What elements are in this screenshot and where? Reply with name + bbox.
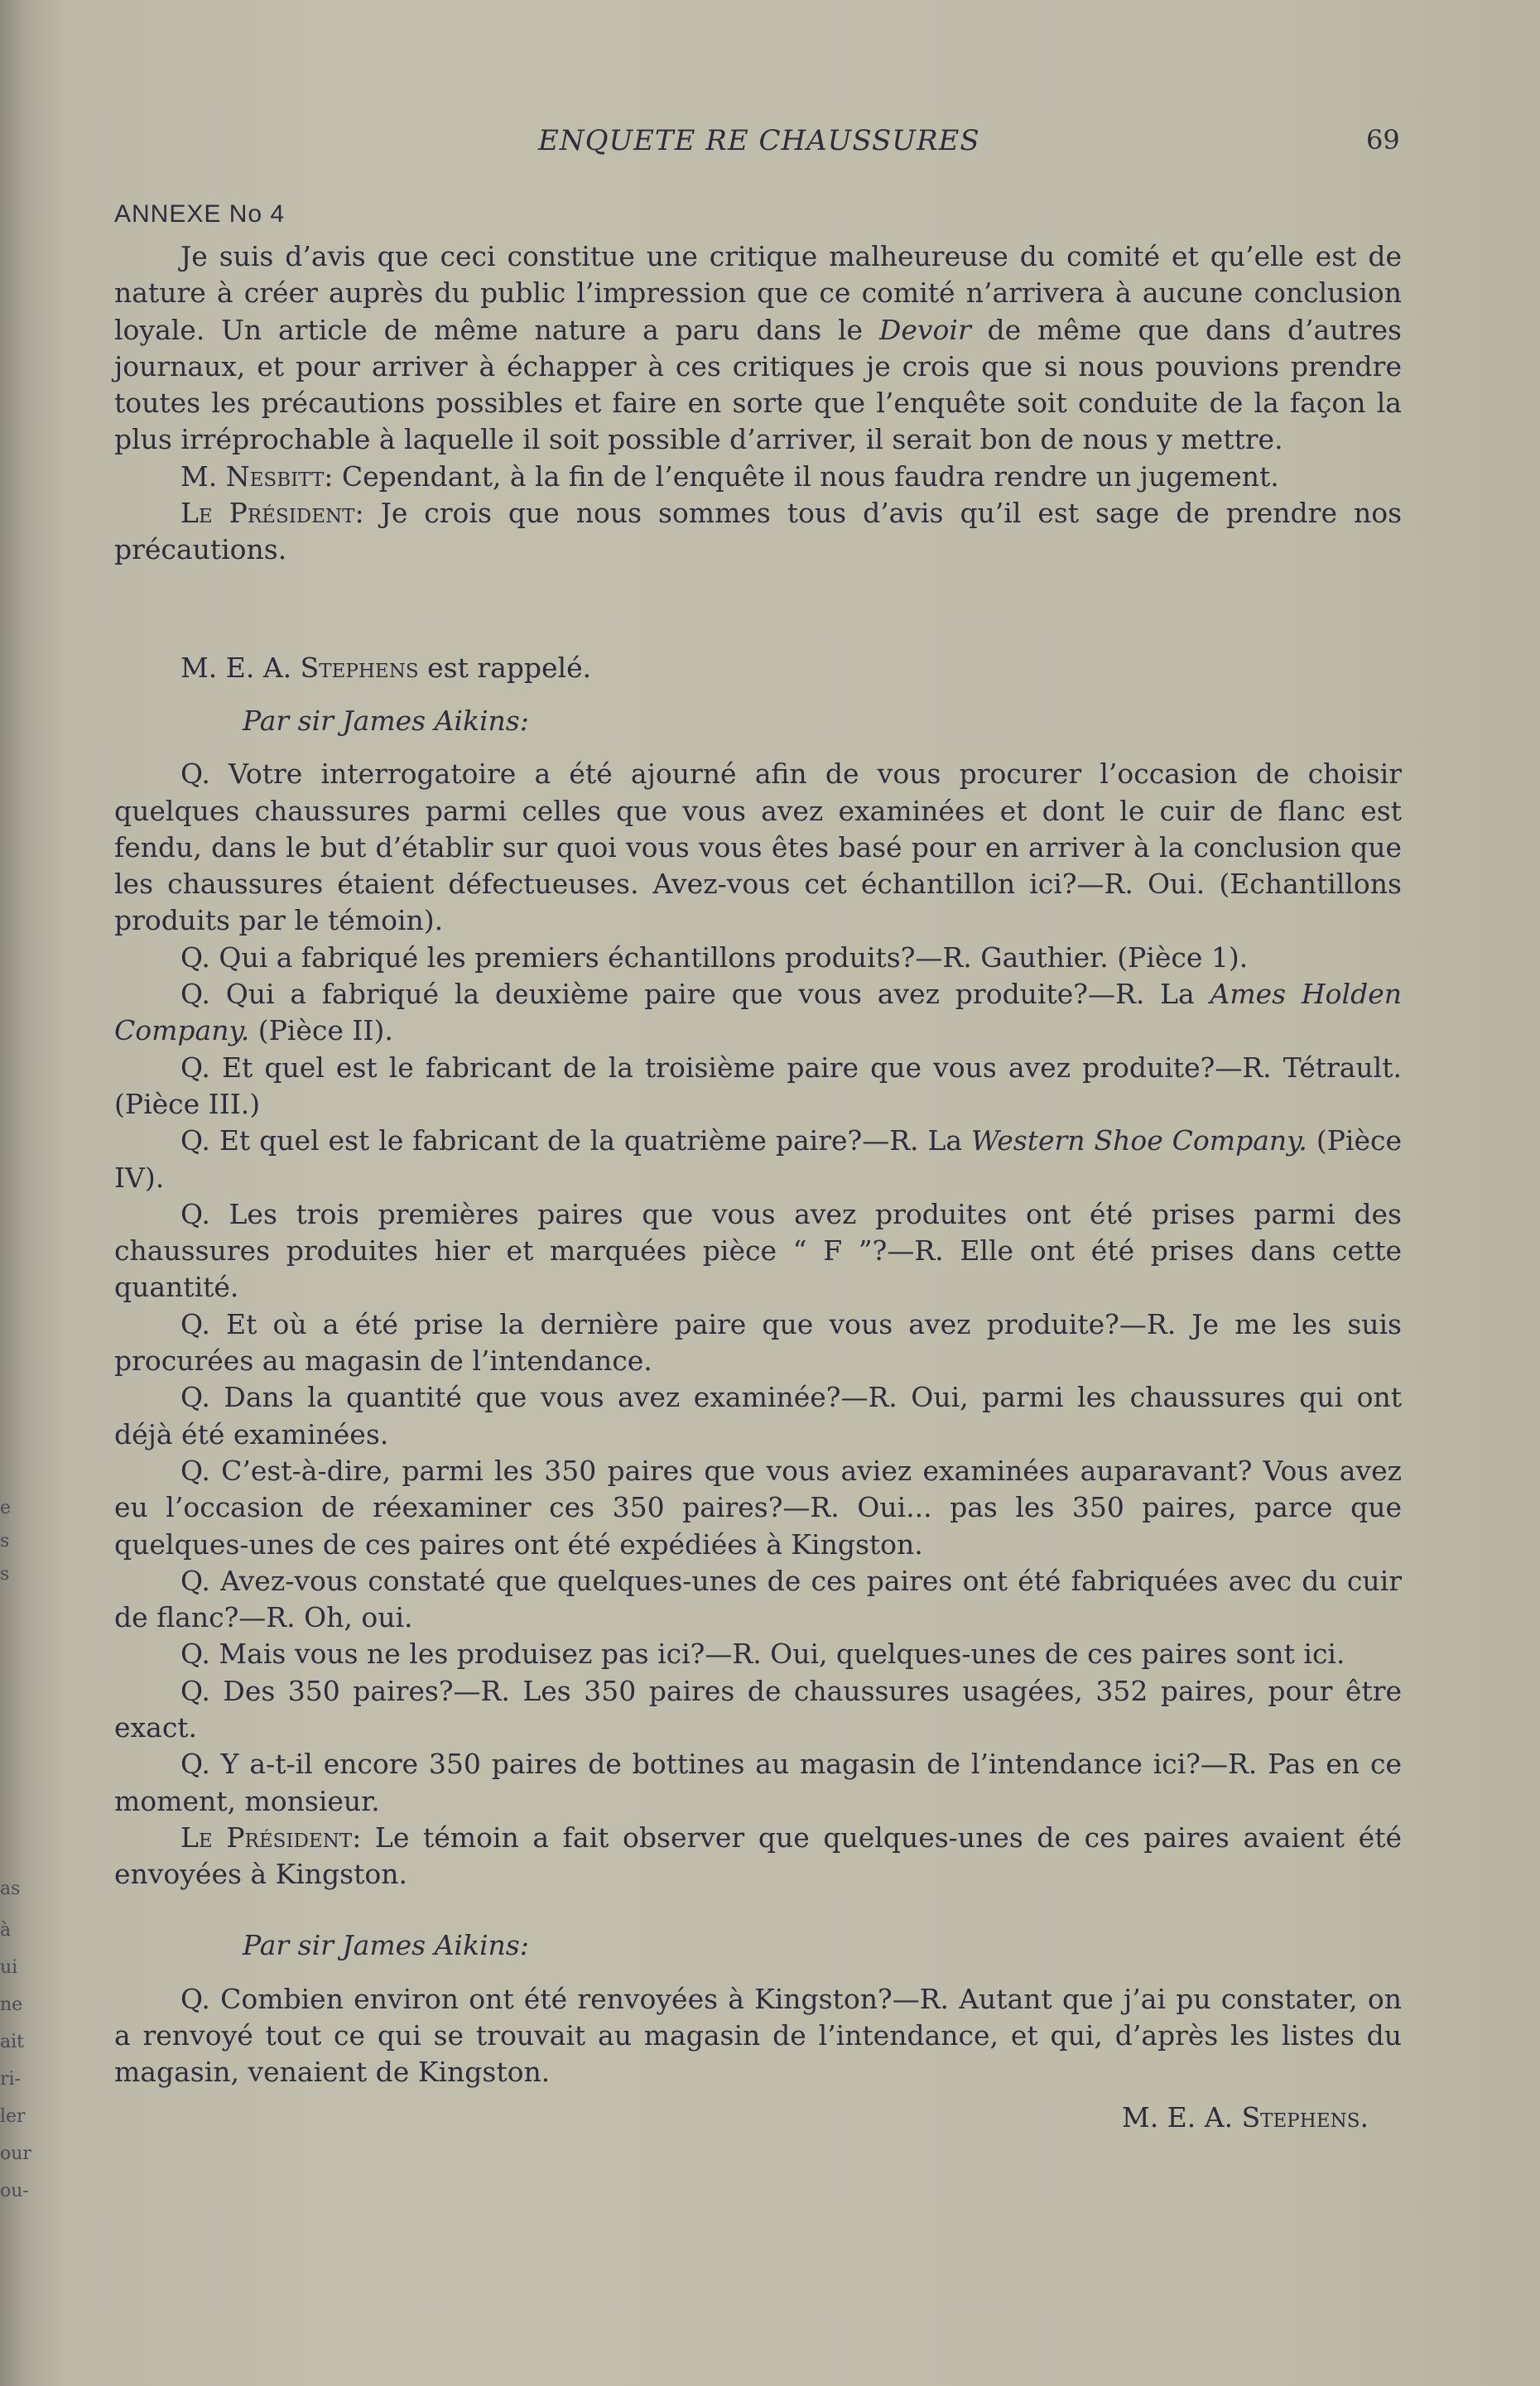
gutter-fragment: as [0,1878,21,1899]
speaker-name: Le Président [180,497,355,530]
qa-paragraph: Q. C’est-à-dire, parmi les 350 paires que vous aviez examinées auparavant? Vous avez eu l’occasion de réexaminer ces 350 paires?—R. Oui... pas les 350 paires, parce que quelques-unes de ces paires ont été expédiées à Kingston. [114,1454,1402,1561]
witness-recalled: M. E. A. Stephens est rappelé. [180,651,592,684]
running-title: ENQUETE RE CHAUSSURES [538,124,980,157]
gutter-fragment: ne [0,1994,23,2015]
gutter-fragment: ri- [0,2069,21,2090]
gutter-fragment: our [0,2143,31,2164]
gutter-fragment: ler [0,2106,26,2127]
qa-paragraph: Q. Les trois premières paires que vous avez produites ont été prises parmi des chaussures produites hier et marquées pièce “ F ”?—R. Elle ont été prises dans cette quantité. [114,1197,1402,1304]
annex-label: ANNEXE No 4 [114,200,286,228]
gutter-fragment: s [0,1531,10,1551]
signature-name: Stephens. [1241,2100,1369,2133]
gutter-fragment: e [0,1498,12,1518]
paragraph: Le Président: Le témoin a fait observer que quelques-unes de ces paires avaient été envoyées à Kingston. [114,1821,1403,1891]
paragraph [114,459,1402,495]
gutter-fragment: à [0,1920,12,1941]
gutter-fragment: ait [0,2032,24,2052]
qa-paragraph: Q. Dans la quantité que vous avez examinée?—R. Oui, parmi les chaussures qui ont déjà été examinées. [114,1381,1402,1450]
page-number: 69 [1366,124,1400,156]
qa-paragraph: Q. Des 350 paires?—R. Les 350 paires de chaussures usagées, 352 paires, pour être exact. [114,1674,1402,1744]
qa-paragraph: Q. Y a-t-il encore 350 paires de bottines au magasin de l’intendance ici?—R. Pas en ce moment, monsieur. [114,1748,1402,1817]
newspaper-title: Devoir [878,313,971,346]
document-body [114,238,1402,2136]
paragraph-text: de même que dans d’autres journaux, et pour arriver à échapper à ces critiques je crois que si nous pouvions prendre toutes les précautions possibles et faire en sorte que l’enquête soit conduite de la façon la plus irréprochable à laquelle il soit possible d’arriver, il serait bon de nous y mettre. [114,313,1402,456]
page-header [0,124,1540,174]
company-name: Ames Holden Company. [114,978,1402,1047]
witness-name: Stephens [300,651,419,684]
gutter-fragment: ui [0,1957,18,1978]
paragraph-text: : Cependant, à la fin de l’enquête il nous faudra rendre un jugement. [324,459,1279,493]
examiner-heading: Par sir James Aikins: [243,1929,529,1962]
qa-paragraph: Q. Combien environ ont été renvoyées à Kingston?—R. Autant que j’ai pu constater, on a renvoyé tout ce qui se trouvait au magasin de l’intendance, et qui, d’après les listes du magasin, venaient de Kingston. [114,1982,1402,2089]
speaker-name: Le Président [180,1821,353,1854]
qa-paragraph: Q. Mais vous ne les produisez pas ici?—R. Oui, quelques-unes de ces paires sont ici. [180,1638,1345,1671]
gutter-fragment: s [0,1564,10,1585]
qa-paragraph: Q. Qui a fabriqué les premiers échantillons produits?—R. Gauthier. (Pièce 1). [180,940,1249,974]
paragraph-text: Je suis d’avis que ceci constitue une critique malheureuse du comité et qu’elle est de nature à créer auprès du public l’impression que ce comité n’arrivera à aucune conclusion loyale. Un article de même nature a paru dans le [114,240,1402,346]
paragraph-text: : Je crois que nous sommes tous d’avis qu’il est sage de prendre nos précautions. [114,497,1403,566]
qa-paragraph: Q. Avez-vous constaté que quelques-unes de ces paires ont été fabriquées avec du cuir de flanc?—R. Oh, oui. [114,1564,1402,1634]
qa-paragraph: Q. Et quel est le fabricant de la quatrième paire?—R. La Western Shoe Company. (Pièce IV). [114,1124,1402,1194]
paragraph [114,238,1402,459]
signature: M. E. A. Stephens. [1121,2100,1369,2133]
qa-paragraph: Q. Qui a fabriqué la deuxième paire que vous avez produite?—R. La Ames Holden Company. (Pièce II). [114,978,1402,1047]
speaker-name: M. Nesbitt [180,459,325,493]
qa-paragraph: Q. Votre interrogatoire a été ajourné afin de vous procurer l’occasion de choisir quelques chaussures parmi celles que vous avez examinées et dont le cuir de flanc est fendu, dans le but d’établir sur quoi vous vous êtes basé pour en arriver à la conclusion que les chaussures étaient défectueuses. Avez-vous cet échantillon ici?—R. Oui. (Echantillons produits par le témoin). [114,758,1402,937]
qa-paragraph: Q. Et où a été prise la dernière paire que vous avez produite?—R. Je me les suis procurées au magasin de l’intendance. [114,1307,1402,1378]
qa-paragraph: Q. Et quel est le fabricant de la troisième paire que vous avez produite?—R. Tétrault. (Pièce III.) [114,1051,1402,1120]
gutter-fragment: ou- [0,2181,29,2201]
company-name: Western Shoe Company. [971,1124,1307,1157]
paragraph [114,495,1402,569]
examiner-heading: Par sir James Aikins: [243,704,529,737]
